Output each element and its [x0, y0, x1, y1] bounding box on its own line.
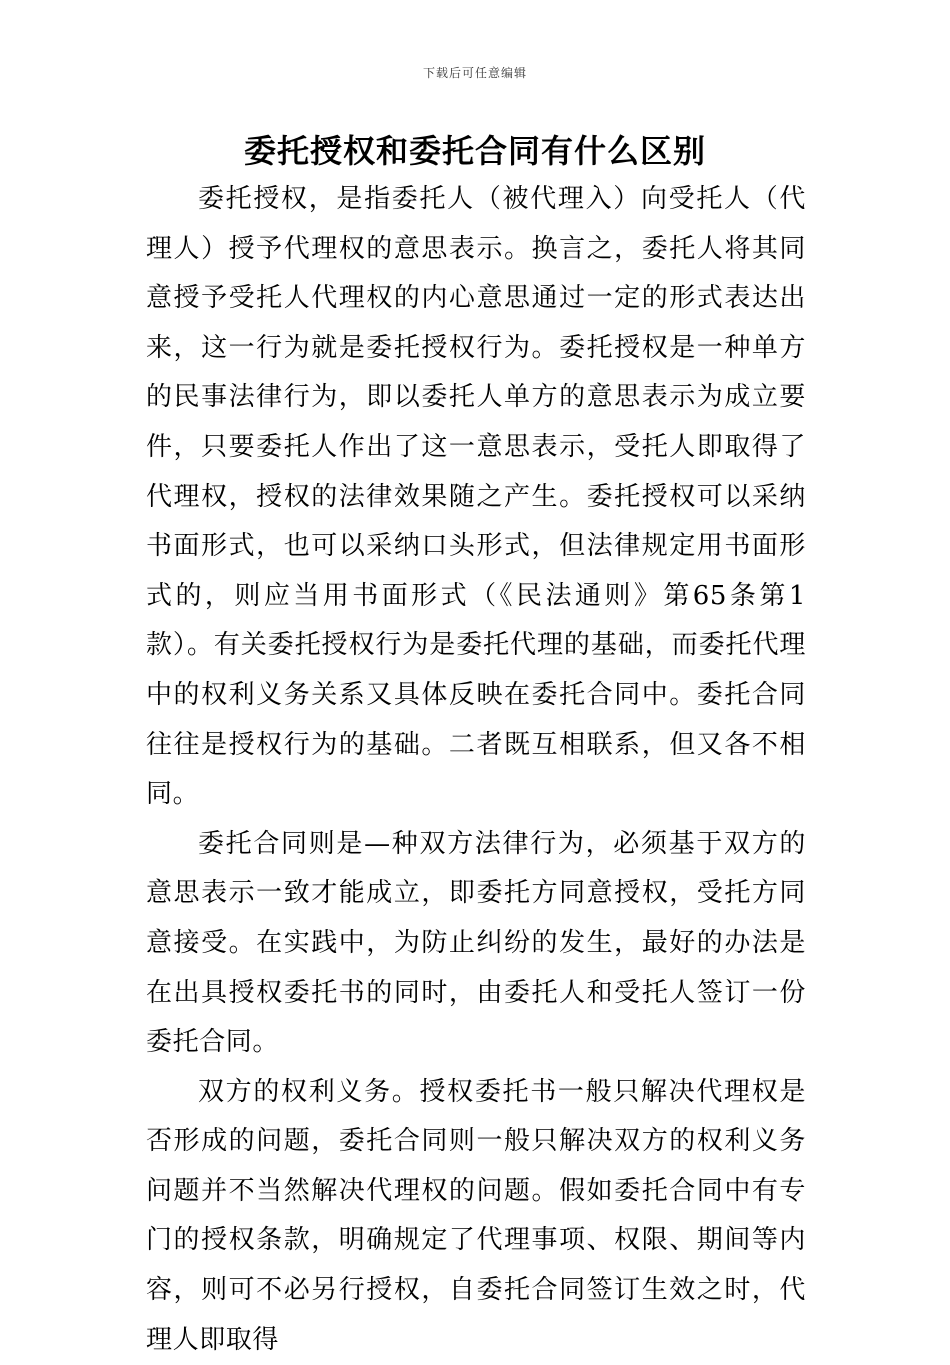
document-title: 委托授权和委托合同有什么区别 — [243, 132, 706, 170]
paragraph-2: 委托合同则是—种双方法律行为，必须基于双方的意思表示一致才能成立，即委托方同意授权，受托方同意接受。在实践中，为防止纠纷的发生，最好的办法是在出具授权委托书的同时，由委托人和受托人签订一份委托合同。 — [146, 828, 806, 1058]
paragraph-3: 双方的权利义务。授权委托书一般只解决代理权是否形成的问题，委托合同则一般只解决双方的权利义务问题并不当然解决代理权的问题。假如委托合同中有专门的授权条款，明确规定了代理事项、权限、期间等内容，则可不必另行授权，自委托合同签订生效之时，代理人即取得 — [146, 1076, 806, 1355]
paragraph-1: 委托授权，是指委托人（被代理入）向受托人（代理人）授予代理权的意思表示。换言之，委托人将其同意授予受托人代理权的内心意思通过一定的形式表达出来，这一行为就是委托授权行为。委托授权是一种单方的民事法律行为，即以委托人单方的意思表示为成立要件，只要委托人作出了这一意思表示，受托人即取得了代理权，授权的法律效果随之产生。委托授权可以采纳书面形式，也可以采纳口头形式，但法律规定用书面形式的，则应当用书面形式（《民法通则》第65条第1 款）。有关委托授权行为是委托代理的基础，而委托代理中的权利义务关系又具体反映在委托合同中。委托合同往往是授权行为的基础。二者既互相联系，但又各不相同。 — [146, 184, 806, 810]
header-note: 下载后可任意编辑 — [422, 66, 527, 80]
document-body — [146, 175, 806, 1365]
